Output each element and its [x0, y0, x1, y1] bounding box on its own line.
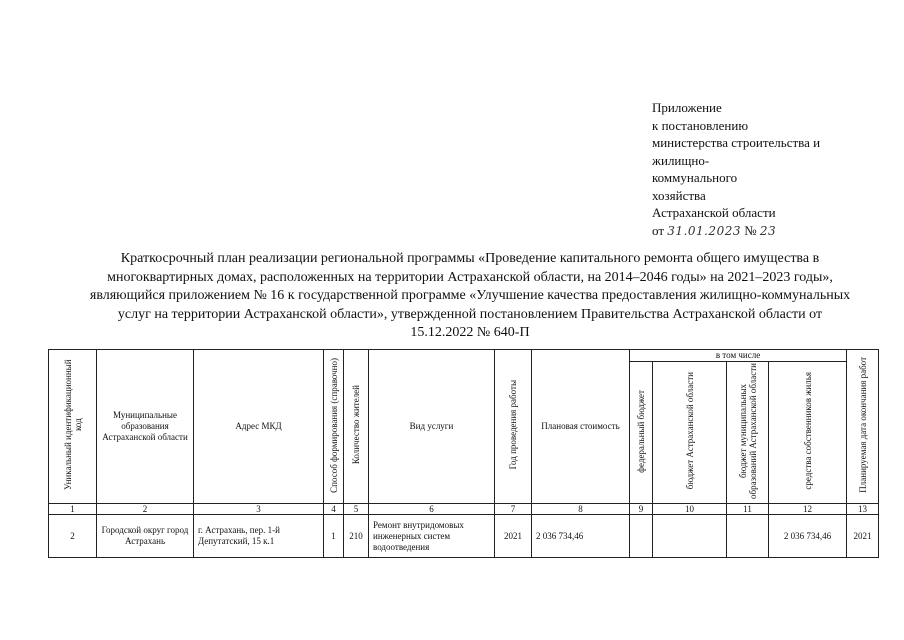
- header-owners: средства собственников жилья: [769, 362, 847, 504]
- cell-owners: 2 036 734,46: [769, 515, 847, 558]
- title-line: услуг на территории Астраханской области», утвержденной постановлением Правительства Астраханской области от: [117, 306, 823, 322]
- cell-municipal: [727, 515, 769, 558]
- handwritten-date: 31.01.2023: [667, 223, 741, 238]
- appendix-line: к постановлению: [652, 117, 749, 133]
- appendix-date-line: [652, 222, 892, 241]
- cell-address: г. Астрахань, пер. 1-й Депутатский, 15 к.1: [194, 515, 324, 558]
- header-address: Адрес МКД: [194, 350, 324, 504]
- cell-cost: 2 036 734,46: [532, 515, 630, 558]
- column-number: 7: [495, 504, 532, 515]
- column-number: 5: [344, 504, 369, 515]
- cell-federal: [630, 515, 653, 558]
- appendix-line: министерства строительства и: [652, 135, 821, 150]
- column-number: 13: [847, 504, 879, 515]
- column-number: 9: [630, 504, 653, 515]
- header-regional: бюджет Астраханской области: [653, 362, 727, 504]
- plan-table: [48, 349, 879, 558]
- column-number: 4: [324, 504, 344, 515]
- column-number: 8: [532, 504, 630, 515]
- cell-regional: [653, 515, 727, 558]
- cell-service: Ремонт внутридомовых инженерных систем водоотведения: [369, 515, 495, 558]
- title-line: многоквартирных домах, расположенных на территории Астраханской области, на 2014–2046 годы» на 2021–2023 годы»,: [107, 269, 833, 285]
- column-number: 11: [727, 504, 769, 515]
- from-label: от: [652, 222, 665, 238]
- header-service: Вид услуги: [369, 350, 495, 504]
- cell-year: 2021: [495, 515, 532, 558]
- appendix-block: [652, 99, 892, 240]
- number-label: №: [744, 222, 757, 238]
- cell-code: 2: [49, 515, 97, 558]
- appendix-line: Астраханской области: [652, 205, 776, 220]
- column-number: 3: [194, 504, 324, 515]
- title-line: Краткосрочный план реализации региональной программы «Проведение капитального ремонта общего имущества в: [120, 251, 820, 266]
- handwritten-number: 23: [759, 223, 777, 238]
- document-title: [40, 250, 900, 343]
- header-federal: федеральный бюджет: [630, 362, 653, 504]
- appendix-line: коммунального: [652, 170, 738, 185]
- column-number: 2: [97, 504, 194, 515]
- cell-end-year: 2021: [847, 515, 879, 558]
- header-municipality: Муниципальные образования Астраханской области: [97, 350, 194, 504]
- title-line: являющийся приложением № 16 к государственной программе «Улучшение качества предоставления жилищно-коммунальных: [89, 288, 851, 303]
- column-number: 1: [49, 504, 97, 515]
- title-line: 15.12.2022 № 640-П: [410, 325, 530, 340]
- header-cost: Плановая стоимость: [532, 350, 630, 504]
- appendix-line: хозяйства: [652, 187, 706, 203]
- header-method: Способ формирования (справочно): [324, 350, 344, 504]
- header-group-including: в том числе: [630, 350, 847, 362]
- column-number-row: [49, 504, 879, 515]
- table-row: [49, 515, 879, 558]
- appendix-line: Приложение: [652, 100, 722, 115]
- column-number: 6: [369, 504, 495, 515]
- cell-municipality: Городской округ город Астрахань: [97, 515, 194, 558]
- column-number: 10: [653, 504, 727, 515]
- header-end-date: Планируемая дата окончания работ: [847, 350, 879, 504]
- cell-residents: 210: [344, 515, 369, 558]
- appendix-line: жилищно-: [652, 152, 710, 168]
- header-code: Уникальный идентификационный код: [49, 350, 97, 504]
- header-residents: Количество жителей: [344, 350, 369, 504]
- cell-method: 1: [324, 515, 344, 558]
- header-municipal: бюджет муниципальных образований Астраханской области: [727, 362, 769, 504]
- column-number: 12: [769, 504, 847, 515]
- header-year: Год проведения работы: [495, 350, 532, 504]
